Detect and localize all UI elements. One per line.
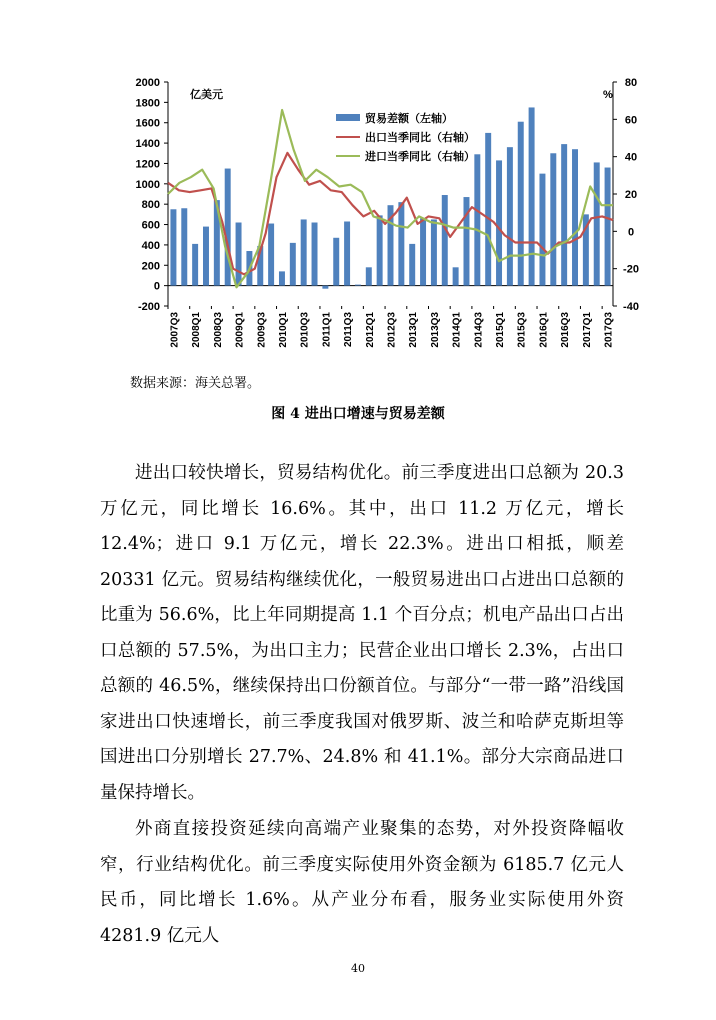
x-tick-label: 2012Q3 (386, 312, 398, 348)
paragraph-trade (100, 456, 624, 811)
bar-trade-balance (485, 133, 491, 286)
x-tick-label: 2009Q1 (234, 312, 246, 348)
bar-trade-balance (355, 285, 361, 286)
right-tick-label: 0 (627, 226, 635, 239)
left-axis-unit: 亿美元 (190, 89, 223, 101)
x-tick-label: 2013Q3 (429, 312, 441, 348)
bar-trade-balance (268, 224, 274, 286)
left-axis (136, 77, 168, 313)
bar-trade-balance (474, 154, 480, 285)
bar-trade-balance (431, 219, 437, 285)
paragraph-investment (100, 812, 624, 954)
right-tick-label: -20 (623, 263, 639, 276)
bar-trade-balance (453, 267, 459, 285)
bar-trade-balance (398, 202, 404, 285)
legend-swatch-trade-balance (336, 114, 360, 121)
bar-trade-balance (539, 174, 545, 286)
right-tick-label: 40 (624, 151, 638, 164)
bar-trade-balance (409, 244, 415, 286)
right-axis (613, 77, 639, 313)
bar-trade-balance (442, 195, 448, 286)
left-tick-label: 1000 (135, 178, 160, 191)
legend-label-trade-balance: 贸易差额（左轴） (365, 113, 453, 125)
bar-trade-balance (225, 169, 231, 286)
left-tick-label: 1200 (135, 158, 160, 171)
bar-trade-balance (561, 144, 567, 286)
x-tick-label: 2017Q1 (581, 312, 593, 348)
x-tick-label: 2008Q3 (212, 312, 224, 348)
data-source-note: 数据来源：海关总署。 (130, 376, 261, 391)
bar-trade-balance (594, 162, 600, 285)
bar-trade-balance (322, 286, 328, 289)
x-tick-label: 2010Q3 (299, 312, 311, 348)
x-tick-label: 2017Q3 (603, 312, 615, 348)
bar-trade-balance (192, 244, 198, 286)
legend (336, 111, 475, 163)
left-tick-label: 1800 (135, 97, 160, 110)
bar-trade-balance (496, 160, 502, 285)
bar-trade-balance (333, 238, 339, 286)
x-tick-label: 2012Q1 (364, 312, 376, 348)
legend-label-export: 出口当季同比（右轴） (365, 132, 475, 144)
bar-trade-balance (236, 223, 242, 286)
x-tick-label: 2014Q3 (473, 312, 485, 348)
x-tick-label: 2013Q1 (408, 312, 420, 348)
x-tick-label: 2008Q1 (191, 312, 203, 348)
right-tick-label: -40 (623, 301, 639, 313)
x-tick-label: 2011Q1 (321, 312, 333, 348)
left-tick-label: 800 (141, 199, 160, 212)
bar-trade-balance (301, 219, 307, 285)
bar-trade-balance (518, 122, 524, 286)
bar-trade-balance (550, 153, 556, 285)
bar-trade-balance (529, 107, 535, 285)
left-tick-label: 0 (153, 280, 160, 293)
x-tick-label: 2007Q3 (169, 312, 181, 348)
bar-trade-balance (279, 271, 285, 285)
x-tick-label: 2009Q3 (256, 312, 268, 348)
x-axis-ticks (168, 306, 615, 348)
right-tick-label: 20 (624, 189, 638, 201)
bar-trade-balance (203, 227, 209, 286)
right-tick-label: 80 (624, 77, 638, 89)
right-tick-label: 60 (624, 114, 638, 127)
right-axis-unit: % (603, 89, 613, 101)
x-tick-label: 2016Q3 (560, 312, 572, 348)
bar-trade-balance (366, 267, 372, 285)
page-number: 40 (351, 962, 365, 975)
bar-trade-balance (507, 147, 513, 285)
x-tick-label: 2010Q1 (277, 312, 289, 348)
legend-label-import: 进口当季同比（右轴） (365, 151, 475, 163)
x-tick-label: 2011Q3 (343, 312, 355, 348)
left-tick-label: 600 (141, 219, 160, 232)
bar-trade-balance (312, 223, 318, 286)
paragraph-text: 进出口较快增长，贸易结构优化。前三季度进出口总额为 20.3 万亿元，同比增长 16.6%。其中，出口 11.2 万亿元，增长 12.4%；进口 9.1 万亿元，增长 22.3%。进出口相抵，顺差 20331 亿元。贸易结构继续优化，一般贸易进出口占进出口总额的比重为 56.6%，比上年同期提高 1.1 个百分点；机电产品出口占出口总额的 57.5%，为出口主力；民营企业出口增长 2.3%，占出口总额的 46.5%，继续保持出口份额首位。与部分“一带一路”沿线国家进出口快速增长，前三季度我国对俄罗斯、波兰和哈萨克斯坦等国进出口分别增长 27.7%、24.8% 和 41.1%。部分大宗商品进口量保持增长。 (100, 463, 624, 803)
left-tick-label: 400 (141, 239, 160, 252)
bar-trade-balance (344, 221, 350, 285)
x-tick-label: 2015Q3 (516, 312, 528, 348)
bar-trade-balance (420, 218, 426, 285)
left-tick-label: -200 (137, 301, 160, 313)
left-tick-label: 1600 (135, 117, 160, 130)
x-tick-label: 2016Q1 (538, 312, 550, 348)
left-tick-label: 1400 (135, 138, 160, 151)
trade-chart (0, 0, 716, 370)
x-tick-label: 2015Q1 (495, 312, 507, 348)
bar-trade-balance (170, 209, 176, 285)
bar-trade-balance (181, 208, 187, 285)
figure-caption: 图 4 进出口增速与贸易差额 (271, 406, 445, 422)
left-tick-label: 2000 (135, 77, 160, 89)
x-tick-label: 2014Q1 (451, 312, 463, 348)
paragraph-text: 外商直接投资延续向高端产业聚集的态势，对外投资降幅收窄，行业结构优化。前三季度实际使用外资金额为 6185.7 亿元人民币，同比增长 1.6%。从产业分布看，服务业实际使用外资 4281.9 亿元人 (100, 819, 624, 946)
bar-trade-balance (290, 243, 296, 286)
bar-trade-balance (572, 149, 578, 285)
left-tick-label: 200 (141, 260, 160, 273)
bar-trade-balance (377, 215, 383, 285)
bar-trade-balance (605, 168, 611, 286)
